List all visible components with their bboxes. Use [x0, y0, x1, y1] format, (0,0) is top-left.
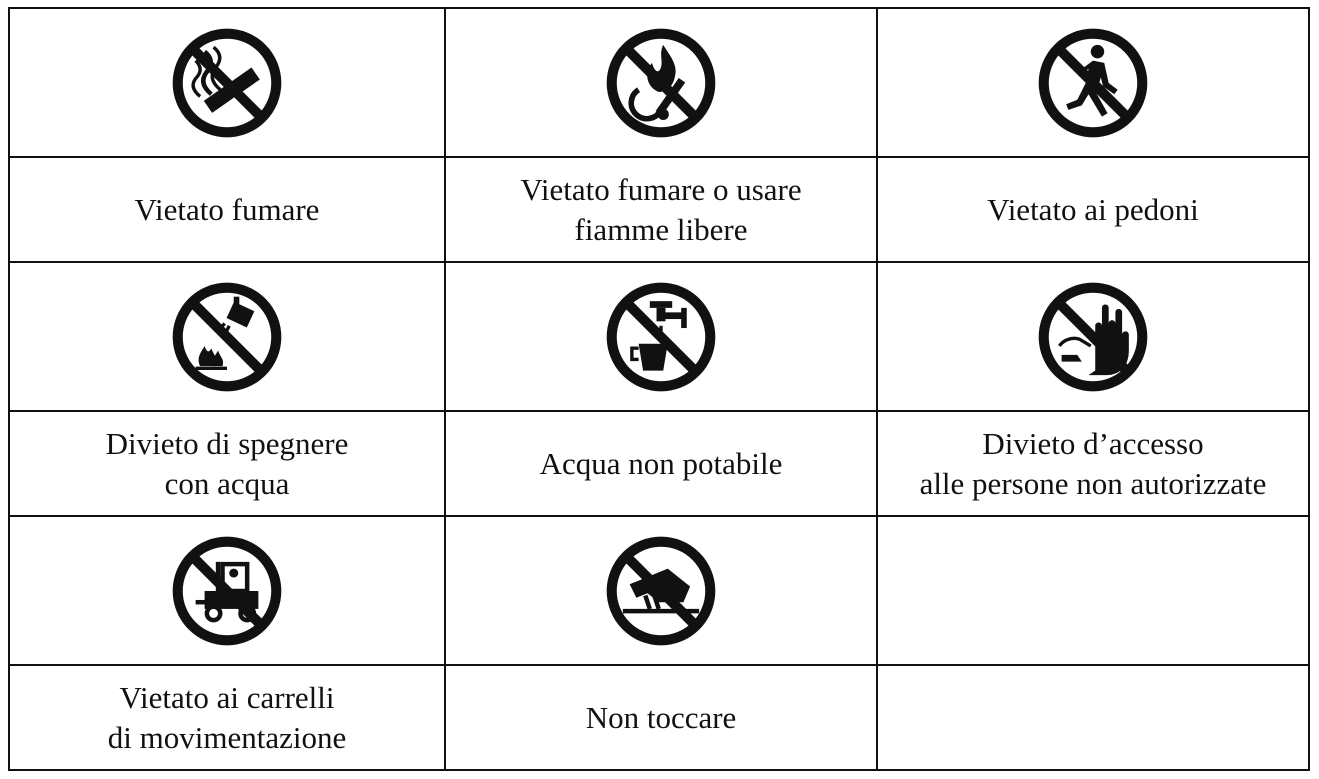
- no-water-extinguish-icon: [171, 281, 283, 393]
- label-cell: [9, 411, 445, 516]
- icon-row: [9, 262, 1309, 411]
- label-row: [9, 665, 1309, 770]
- sign-label: Non toccare: [585, 699, 737, 735]
- label-cell: [445, 411, 877, 516]
- icon-cell: [9, 262, 445, 411]
- sign-label: Vietato ai carrelli di movimentazione: [107, 679, 347, 755]
- icon-cell: [9, 8, 445, 157]
- prohibition-signs-table: [8, 7, 1310, 771]
- no-pedestrians-icon: [1037, 27, 1149, 139]
- label-cell: [445, 665, 877, 770]
- empty-cell: [877, 516, 1309, 665]
- label-row: [9, 411, 1309, 516]
- label-cell: [877, 411, 1309, 516]
- label-cell: [445, 157, 877, 262]
- label-row: [9, 157, 1309, 262]
- no-open-flame-icon: [605, 27, 717, 139]
- icon-cell: [877, 262, 1309, 411]
- icon-cell: [445, 262, 877, 411]
- sign-label: Divieto d’accesso alle persone non autorizzate: [919, 425, 1267, 501]
- label-cell: [9, 665, 445, 770]
- icon-cell: [445, 8, 877, 157]
- sign-label: Vietato ai pedoni: [987, 191, 1199, 227]
- sign-label: Vietato fumare: [134, 191, 320, 227]
- no-forklifts-icon: [171, 535, 283, 647]
- non-potable-water-icon: [605, 281, 717, 393]
- icon-row: [9, 516, 1309, 665]
- icon-row: [9, 8, 1309, 157]
- icon-cell: [9, 516, 445, 665]
- sign-label: Divieto di spegnere con acqua: [105, 425, 349, 501]
- sign-label: Acqua non potabile: [539, 445, 783, 481]
- icon-cell: [877, 8, 1309, 157]
- do-not-touch-icon: [605, 535, 717, 647]
- label-cell: [9, 157, 445, 262]
- label-cell: [877, 157, 1309, 262]
- no-smoking-icon: [171, 27, 283, 139]
- no-unauthorized-access-icon: [1037, 281, 1149, 393]
- empty-cell: [877, 665, 1309, 770]
- sign-label: Vietato fumare o usare fiamme libere: [520, 171, 802, 247]
- icon-cell: [445, 516, 877, 665]
